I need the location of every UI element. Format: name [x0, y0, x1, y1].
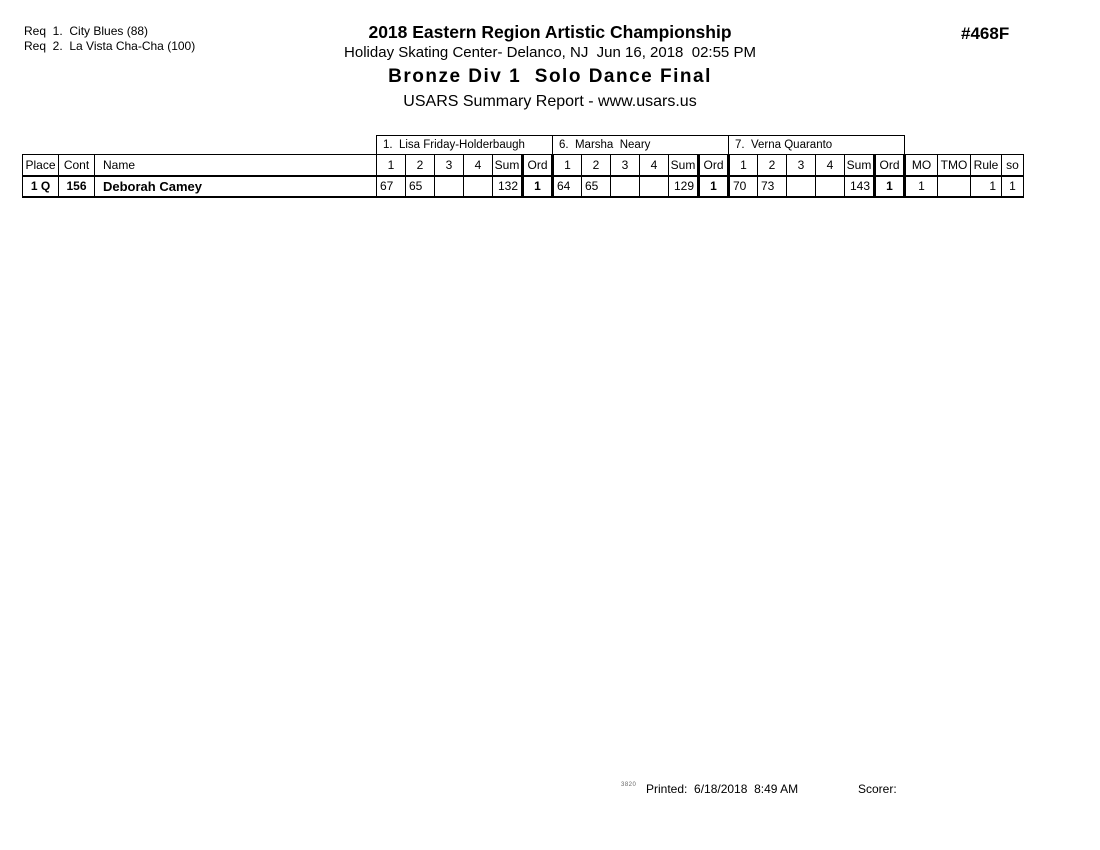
championship-title: 2018 Eastern Region Artistic Championship — [368, 22, 732, 42]
col-header-j3-trial4: 4 — [816, 155, 845, 176]
cell-mo: 1 — [905, 176, 938, 197]
cell-j1-trial1: 67 — [377, 176, 406, 197]
col-header-j3-trial2: 2 — [758, 155, 787, 176]
cell-j1-trial2: 65 — [406, 176, 435, 197]
cell-j3-trial1: 70 — [729, 176, 758, 197]
cell-j3-trial2: 73 — [758, 176, 787, 197]
cell-tmo — [938, 176, 971, 197]
col-header-j3-trial1: 1 — [729, 155, 758, 176]
col-header-j2-trial1: 1 — [553, 155, 582, 176]
col-header-j1-trial4: 4 — [464, 155, 493, 176]
col-header-j1-trial2: 2 — [406, 155, 435, 176]
report-type-line: USARS Summary Report - www.usars.us — [403, 93, 697, 110]
judges-row-spacer-left — [23, 136, 377, 155]
cell-j3-sum: 143 — [845, 176, 875, 197]
col-header-rule: Rule — [971, 155, 1002, 176]
results-table — [22, 135, 1024, 198]
col-header-place: Place — [23, 155, 59, 176]
report-header — [0, 22, 1100, 112]
cell-j1-sum: 132 — [493, 176, 523, 197]
judges-header-row — [23, 136, 1024, 155]
cell-so: 1 — [1002, 176, 1024, 197]
judge-2-name: 6. Marsha Neary — [553, 136, 729, 155]
col-header-j2-trial4: 4 — [640, 155, 669, 176]
col-header-j1-trial1: 1 — [377, 155, 406, 176]
col-header-name: Name — [95, 155, 377, 176]
cell-place: 1 Q — [23, 176, 59, 197]
cell-j1-trial3 — [435, 176, 464, 197]
cell-j2-ord: 1 — [699, 176, 729, 197]
judges-row-spacer-right — [905, 136, 1024, 155]
cell-j2-trial3 — [611, 176, 640, 197]
event-title: Bronze Div 1 Solo Dance Final — [388, 66, 712, 87]
col-header-j2-trial2: 2 — [582, 155, 611, 176]
col-header-tmo: TMO — [938, 155, 971, 176]
column-header-row — [23, 155, 1024, 176]
judge-1-name: 1. Lisa Friday-Holderbaugh — [377, 136, 553, 155]
footer-page-code: 3820 — [621, 782, 637, 788]
col-header-j3-ord: Ord — [875, 155, 905, 176]
col-header-cont: Cont — [59, 155, 95, 176]
col-header-j2-sum: Sum — [669, 155, 699, 176]
results-table-wrap — [22, 135, 1024, 198]
cell-j3-ord: 1 — [875, 176, 905, 197]
required-dance-1: Req 1. City Blues (88) — [24, 24, 149, 38]
cell-j1-trial4 — [464, 176, 493, 197]
col-header-j3-trial3: 3 — [787, 155, 816, 176]
cell-j3-trial4 — [816, 176, 845, 197]
col-header-j1-ord: Ord — [523, 155, 553, 176]
cell-j3-trial3 — [787, 176, 816, 197]
footer-scorer-label: Scorer: — [858, 782, 897, 796]
col-header-mo: MO — [905, 155, 938, 176]
col-header-j2-ord: Ord — [699, 155, 729, 176]
judge-3-name: 7. Verna Quaranto — [729, 136, 905, 155]
cell-rule: 1 — [971, 176, 1002, 197]
required-dance-2: Req 2. La Vista Cha-Cha (100) — [24, 39, 196, 53]
cell-j1-ord: 1 — [523, 176, 553, 197]
cell-j2-trial2: 65 — [582, 176, 611, 197]
cell-j2-trial1: 64 — [553, 176, 582, 197]
col-header-j2-trial3: 3 — [611, 155, 640, 176]
cell-j2-trial4 — [640, 176, 669, 197]
cell-j2-sum: 129 — [669, 176, 699, 197]
footer-printed-timestamp: Printed: 6/18/2018 8:49 AM — [646, 782, 799, 796]
event-number: #468F — [961, 24, 1010, 43]
col-header-j3-sum: Sum — [845, 155, 875, 176]
venue-date-line: Holiday Skating Center- Delanco, NJ Jun 16, 2018 02:55 PM — [344, 44, 756, 61]
col-header-j1-sum: Sum — [493, 155, 523, 176]
cell-cont-number: 156 — [59, 176, 95, 197]
col-header-so: so — [1002, 155, 1024, 176]
cell-skater-name: Deborah Camey — [95, 176, 377, 197]
col-header-j1-trial3: 3 — [435, 155, 464, 176]
skater-result-row — [23, 176, 1024, 197]
